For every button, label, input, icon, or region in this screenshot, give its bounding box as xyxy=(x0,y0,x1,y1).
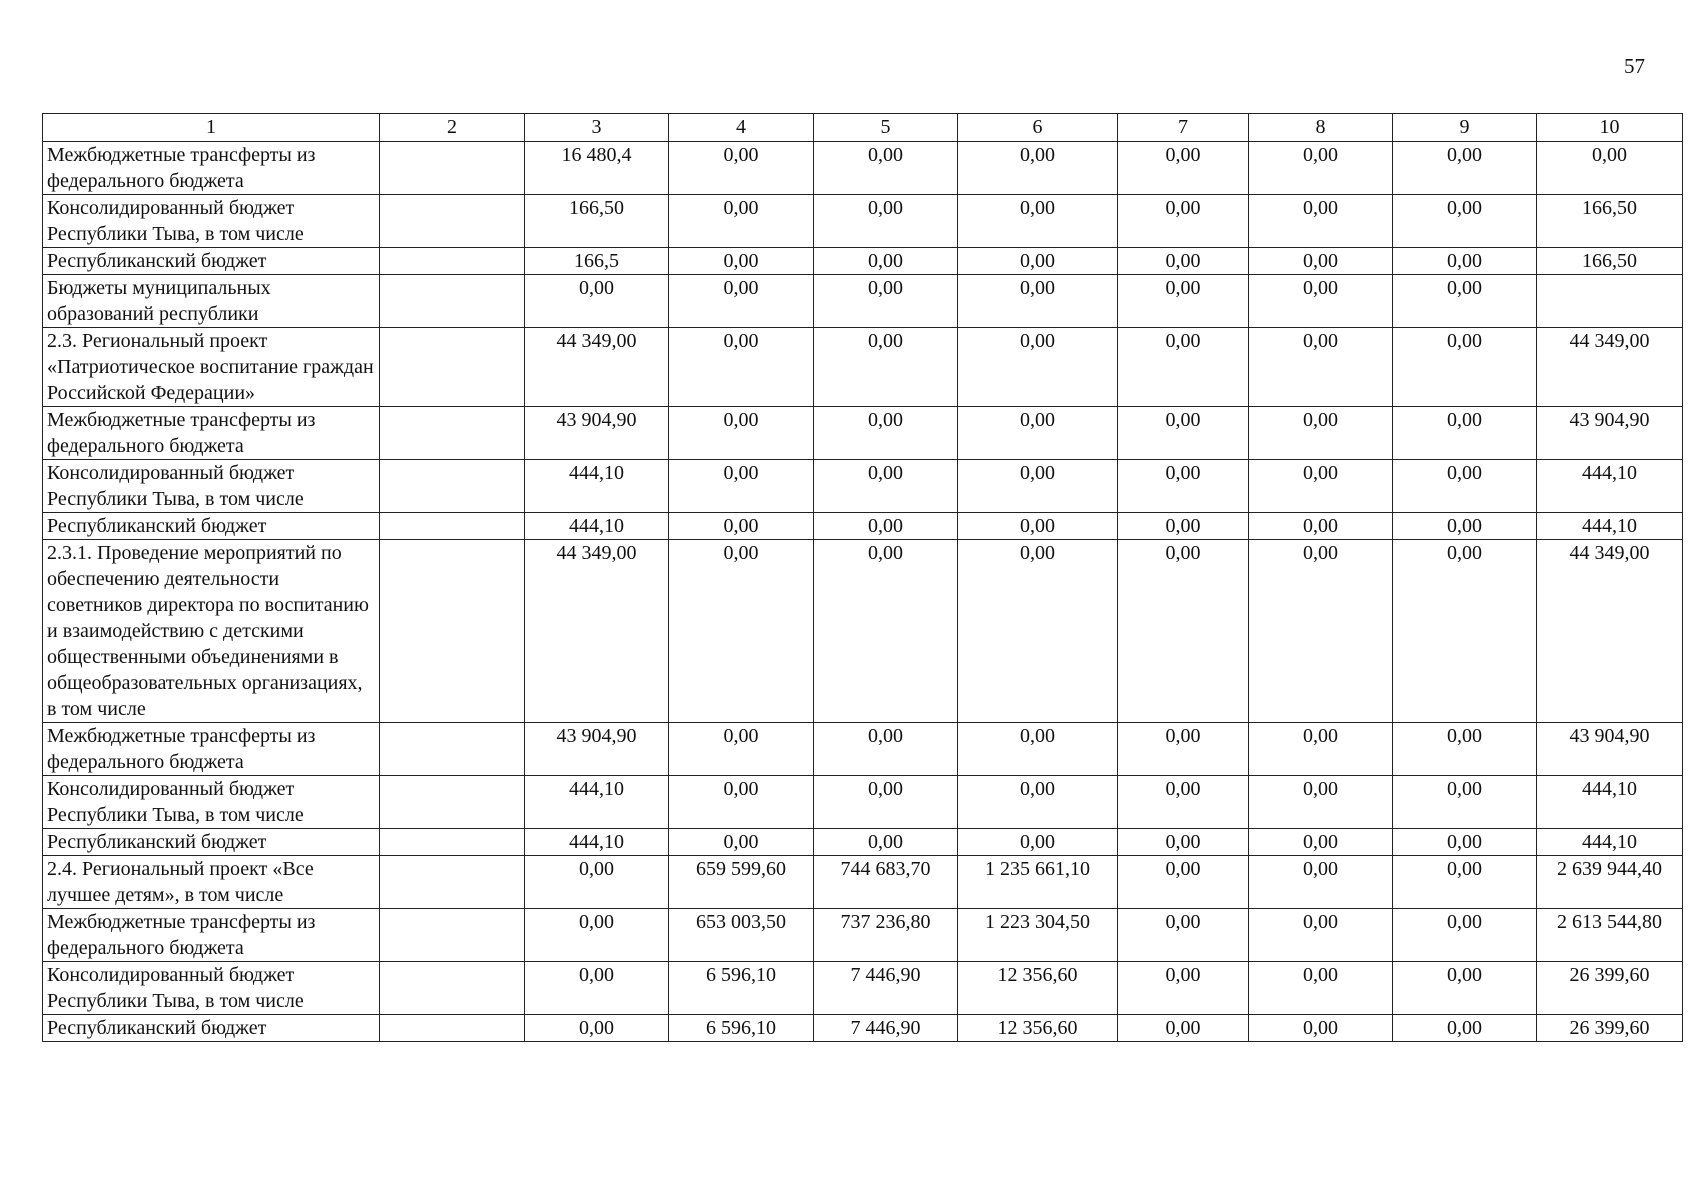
header-row xyxy=(43,114,1683,142)
cell-col-6: 0,00 xyxy=(958,142,1118,195)
cell-col-8: 0,00 xyxy=(1249,856,1393,909)
cell-col-9: 0,00 xyxy=(1393,776,1537,829)
cell-col-9: 0,00 xyxy=(1393,909,1537,962)
cell-col-3: 43 904,90 xyxy=(525,723,669,776)
cell-col-10: 2 613 544,80 xyxy=(1537,909,1683,962)
cell-col-2 xyxy=(380,1015,525,1042)
cell-col-10: 2 639 944,40 xyxy=(1537,856,1683,909)
cell-col-7: 0,00 xyxy=(1118,829,1249,856)
cell-col-4: 0,00 xyxy=(669,407,814,460)
table-row xyxy=(43,460,1683,513)
cell-col-8: 0,00 xyxy=(1249,540,1393,723)
cell-col-3: 444,10 xyxy=(525,829,669,856)
cell-col-7: 0,00 xyxy=(1118,328,1249,407)
table-row xyxy=(43,407,1683,460)
cell-col-5: 7 446,90 xyxy=(814,1015,958,1042)
cell-col-2 xyxy=(380,962,525,1015)
cell-col-10: 44 349,00 xyxy=(1537,328,1683,407)
cell-col-4: 0,00 xyxy=(669,275,814,328)
cell-col-10: 44 349,00 xyxy=(1537,540,1683,723)
cell-col-5: 0,00 xyxy=(814,142,958,195)
cell-col-7: 0,00 xyxy=(1118,856,1249,909)
cell-col-9: 0,00 xyxy=(1393,195,1537,248)
cell-col-5: 737 236,80 xyxy=(814,909,958,962)
cell-col-7: 0,00 xyxy=(1118,142,1249,195)
cell-col-7: 0,00 xyxy=(1118,776,1249,829)
cell-col-2 xyxy=(380,328,525,407)
cell-col-3: 44 349,00 xyxy=(525,540,669,723)
row-label: 2.4. Региональный проект «Все лучшее детям», в том числе xyxy=(43,856,380,909)
cell-col-10: 444,10 xyxy=(1537,513,1683,540)
table-row xyxy=(43,195,1683,248)
column-header-3: 3 xyxy=(525,114,669,142)
cell-col-9: 0,00 xyxy=(1393,723,1537,776)
cell-col-9: 0,00 xyxy=(1393,540,1537,723)
row-label: Республиканский бюджет xyxy=(43,1015,380,1042)
cell-col-4: 0,00 xyxy=(669,513,814,540)
cell-col-4: 0,00 xyxy=(669,142,814,195)
cell-col-10: 26 399,60 xyxy=(1537,1015,1683,1042)
row-label: Консолидированный бюджет Республики Тыва, в том числе xyxy=(43,460,380,513)
cell-col-6: 0,00 xyxy=(958,248,1118,275)
table-row xyxy=(43,723,1683,776)
cell-col-3: 43 904,90 xyxy=(525,407,669,460)
cell-col-2 xyxy=(380,513,525,540)
cell-col-6: 0,00 xyxy=(958,460,1118,513)
cell-col-4: 0,00 xyxy=(669,460,814,513)
cell-col-7: 0,00 xyxy=(1118,460,1249,513)
cell-col-7: 0,00 xyxy=(1118,275,1249,328)
row-label: Республиканский бюджет xyxy=(43,829,380,856)
cell-col-2 xyxy=(380,540,525,723)
cell-col-6: 1 223 304,50 xyxy=(958,909,1118,962)
table-row xyxy=(43,248,1683,275)
cell-col-4: 653 003,50 xyxy=(669,909,814,962)
table-row xyxy=(43,142,1683,195)
page-number: 57 xyxy=(1624,54,1645,78)
cell-col-2 xyxy=(380,723,525,776)
cell-col-6: 0,00 xyxy=(958,407,1118,460)
cell-col-9: 0,00 xyxy=(1393,829,1537,856)
cell-col-9: 0,00 xyxy=(1393,407,1537,460)
row-label: Консолидированный бюджет Республики Тыва, в том числе xyxy=(43,776,380,829)
cell-col-2 xyxy=(380,195,525,248)
cell-col-10: 166,50 xyxy=(1537,195,1683,248)
column-header-7: 7 xyxy=(1118,114,1249,142)
row-label: Бюджеты муниципальных образований республики xyxy=(43,275,380,328)
cell-col-4: 0,00 xyxy=(669,723,814,776)
cell-col-7: 0,00 xyxy=(1118,723,1249,776)
table-body xyxy=(43,142,1683,1042)
table-row xyxy=(43,909,1683,962)
row-label: Межбюджетные трансферты из федерального бюджета xyxy=(43,142,380,195)
cell-col-8: 0,00 xyxy=(1249,1015,1393,1042)
cell-col-9: 0,00 xyxy=(1393,275,1537,328)
cell-col-10: 444,10 xyxy=(1537,829,1683,856)
cell-col-7: 0,00 xyxy=(1118,962,1249,1015)
cell-col-3: 444,10 xyxy=(525,460,669,513)
cell-col-9: 0,00 xyxy=(1393,513,1537,540)
cell-col-5: 0,00 xyxy=(814,513,958,540)
cell-col-7: 0,00 xyxy=(1118,1015,1249,1042)
column-header-2: 2 xyxy=(380,114,525,142)
row-label: Межбюджетные трансферты из федерального бюджета xyxy=(43,723,380,776)
cell-col-4: 0,00 xyxy=(669,248,814,275)
cell-col-8: 0,00 xyxy=(1249,275,1393,328)
row-label: Межбюджетные трансферты из федерального бюджета xyxy=(43,909,380,962)
cell-col-8: 0,00 xyxy=(1249,142,1393,195)
cell-col-2 xyxy=(380,460,525,513)
cell-col-8: 0,00 xyxy=(1249,723,1393,776)
cell-col-9: 0,00 xyxy=(1393,142,1537,195)
cell-col-10: 26 399,60 xyxy=(1537,962,1683,1015)
cell-col-3: 0,00 xyxy=(525,856,669,909)
table-row xyxy=(43,1015,1683,1042)
cell-col-7: 0,00 xyxy=(1118,540,1249,723)
table-row xyxy=(43,513,1683,540)
column-header-10: 10 xyxy=(1537,114,1683,142)
cell-col-5: 0,00 xyxy=(814,540,958,723)
cell-col-3: 166,5 xyxy=(525,248,669,275)
column-header-9: 9 xyxy=(1393,114,1537,142)
cell-col-7: 0,00 xyxy=(1118,513,1249,540)
cell-col-5: 0,00 xyxy=(814,407,958,460)
cell-col-8: 0,00 xyxy=(1249,460,1393,513)
row-label: 2.3. Региональный проект «Патриотическое воспитание граждан Российской Федерации» xyxy=(43,328,380,407)
column-header-8: 8 xyxy=(1249,114,1393,142)
cell-col-2 xyxy=(380,248,525,275)
cell-col-3: 444,10 xyxy=(525,513,669,540)
budget-table xyxy=(42,113,1683,1042)
cell-col-10: 166,50 xyxy=(1537,248,1683,275)
cell-col-5: 0,00 xyxy=(814,723,958,776)
cell-col-6: 0,00 xyxy=(958,195,1118,248)
cell-col-8: 0,00 xyxy=(1249,962,1393,1015)
cell-col-8: 0,00 xyxy=(1249,909,1393,962)
cell-col-5: 744 683,70 xyxy=(814,856,958,909)
cell-col-2 xyxy=(380,776,525,829)
table-row xyxy=(43,540,1683,723)
cell-col-6: 0,00 xyxy=(958,275,1118,328)
cell-col-9: 0,00 xyxy=(1393,856,1537,909)
column-header-4: 4 xyxy=(669,114,814,142)
cell-col-5: 0,00 xyxy=(814,328,958,407)
cell-col-6: 0,00 xyxy=(958,513,1118,540)
cell-col-5: 0,00 xyxy=(814,829,958,856)
cell-col-10 xyxy=(1537,275,1683,328)
table-row xyxy=(43,856,1683,909)
table-row xyxy=(43,328,1683,407)
table-row xyxy=(43,275,1683,328)
cell-col-9: 0,00 xyxy=(1393,1015,1537,1042)
row-label: Республиканский бюджет xyxy=(43,513,380,540)
cell-col-8: 0,00 xyxy=(1249,513,1393,540)
cell-col-3: 166,50 xyxy=(525,195,669,248)
column-header-1: 1 xyxy=(43,114,380,142)
cell-col-6: 0,00 xyxy=(958,540,1118,723)
cell-col-10: 444,10 xyxy=(1537,776,1683,829)
row-label: Межбюджетные трансферты из федерального бюджета xyxy=(43,407,380,460)
cell-col-9: 0,00 xyxy=(1393,328,1537,407)
cell-col-4: 0,00 xyxy=(669,540,814,723)
cell-col-3: 44 349,00 xyxy=(525,328,669,407)
row-label: Консолидированный бюджет Республики Тыва, в том числе xyxy=(43,962,380,1015)
table-row xyxy=(43,962,1683,1015)
column-header-5: 5 xyxy=(814,114,958,142)
cell-col-4: 6 596,10 xyxy=(669,1015,814,1042)
cell-col-8: 0,00 xyxy=(1249,776,1393,829)
cell-col-6: 0,00 xyxy=(958,829,1118,856)
cell-col-4: 6 596,10 xyxy=(669,962,814,1015)
cell-col-9: 0,00 xyxy=(1393,248,1537,275)
cell-col-5: 7 446,90 xyxy=(814,962,958,1015)
cell-col-7: 0,00 xyxy=(1118,195,1249,248)
cell-col-6: 0,00 xyxy=(958,723,1118,776)
cell-col-5: 0,00 xyxy=(814,275,958,328)
cell-col-6: 12 356,60 xyxy=(958,1015,1118,1042)
cell-col-4: 0,00 xyxy=(669,776,814,829)
cell-col-2 xyxy=(380,829,525,856)
cell-col-6: 1 235 661,10 xyxy=(958,856,1118,909)
table-row xyxy=(43,776,1683,829)
cell-col-2 xyxy=(380,909,525,962)
cell-col-5: 0,00 xyxy=(814,460,958,513)
cell-col-10: 43 904,90 xyxy=(1537,723,1683,776)
cell-col-4: 0,00 xyxy=(669,829,814,856)
cell-col-3: 444,10 xyxy=(525,776,669,829)
cell-col-3: 0,00 xyxy=(525,275,669,328)
cell-col-8: 0,00 xyxy=(1249,328,1393,407)
cell-col-7: 0,00 xyxy=(1118,909,1249,962)
cell-col-5: 0,00 xyxy=(814,195,958,248)
cell-col-10: 43 904,90 xyxy=(1537,407,1683,460)
cell-col-9: 0,00 xyxy=(1393,460,1537,513)
cell-col-10: 0,00 xyxy=(1537,142,1683,195)
cell-col-8: 0,00 xyxy=(1249,195,1393,248)
cell-col-4: 0,00 xyxy=(669,195,814,248)
column-header-6: 6 xyxy=(958,114,1118,142)
cell-col-6: 0,00 xyxy=(958,328,1118,407)
cell-col-6: 0,00 xyxy=(958,776,1118,829)
cell-col-4: 659 599,60 xyxy=(669,856,814,909)
table-row xyxy=(43,829,1683,856)
cell-col-4: 0,00 xyxy=(669,328,814,407)
row-label: 2.3.1. Проведение мероприятий по обеспечению деятельности советников директора по воспитанию и взаимодействию с детскими общественными объединениями в общеобразовательных организациях, в том числе xyxy=(43,540,380,723)
cell-col-7: 0,00 xyxy=(1118,407,1249,460)
row-label: Республиканский бюджет xyxy=(43,248,380,275)
cell-col-10: 444,10 xyxy=(1537,460,1683,513)
row-label: Консолидированный бюджет Республики Тыва, в том числе xyxy=(43,195,380,248)
cell-col-8: 0,00 xyxy=(1249,829,1393,856)
cell-col-3: 0,00 xyxy=(525,962,669,1015)
cell-col-7: 0,00 xyxy=(1118,248,1249,275)
cell-col-2 xyxy=(380,856,525,909)
cell-col-2 xyxy=(380,275,525,328)
cell-col-2 xyxy=(380,142,525,195)
cell-col-2 xyxy=(380,407,525,460)
cell-col-3: 0,00 xyxy=(525,1015,669,1042)
cell-col-3: 0,00 xyxy=(525,909,669,962)
cell-col-6: 12 356,60 xyxy=(958,962,1118,1015)
cell-col-3: 16 480,4 xyxy=(525,142,669,195)
cell-col-5: 0,00 xyxy=(814,776,958,829)
cell-col-8: 0,00 xyxy=(1249,248,1393,275)
cell-col-5: 0,00 xyxy=(814,248,958,275)
cell-col-9: 0,00 xyxy=(1393,962,1537,1015)
cell-col-8: 0,00 xyxy=(1249,407,1393,460)
